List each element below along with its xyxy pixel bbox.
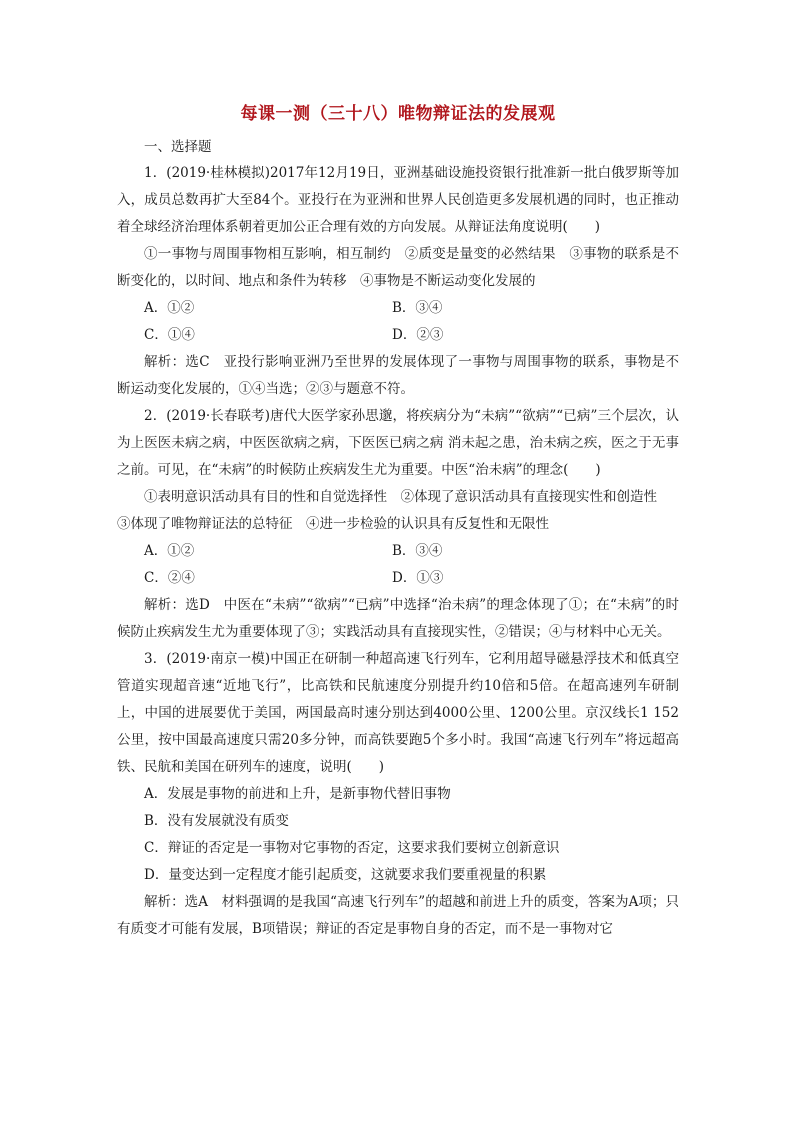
q2-stem: 2．(2019·长春联考)唐代大医学家孙思邈，将疾病分为“未病”“欲病”“已病”三个层次，认为上医医未病之病，中医医欲病之病，下医医已病之病 消未起之患，治未病之疾，医之于无事之前。可见，在“未病”的时候防止疾病发生尤为重要。中医“治未病”的理念( ) bbox=[117, 408, 679, 478]
q1-stem: 1．(2019·桂林模拟)2017年12月19日，亚洲基础设施投资银行批准新一批白俄罗斯等加入，成员总数再扩大至84个。亚投行在为亚洲和世界人民创造更多发展机遇的同时，也正推动着全球经济治理体系朝着更加公正合理有效的方向发展。从辩证法角度说明( ) bbox=[117, 165, 679, 235]
q1-option-c: C．①④ bbox=[144, 327, 195, 343]
q2-option-b: B．③④ bbox=[392, 543, 443, 559]
q2-options-row1 bbox=[117, 538, 679, 565]
q2-option-a: A．①② bbox=[144, 543, 195, 559]
q1-options-row1 bbox=[117, 295, 679, 322]
q3-option-c: C．辩证的否定是一事物对它事物的否定，这要求我们要树立创新意识 bbox=[144, 840, 560, 856]
q2-analysis: 解析：选D 中医在“未病”“欲病”“已病”中选择“治未病”的理念体现了①；在“未病”的时候防止疾病发生尤为重要体现了③；实践活动具有直接现实性，②错误；④与材料中心无关。 bbox=[117, 597, 679, 640]
q3-option-d: D．量变达到一定程度才能引起质变，这就要求我们要重视量的积累 bbox=[144, 867, 547, 883]
q1-items: ①一事物与周围事物相互影响，相互制约 ②质变是量变的必然结果 ③事物的联系是不断变化的，以时间、地点和条件为转移 ④事物是不断运动变化发展的 bbox=[117, 246, 679, 289]
q3-option-b: B．没有发展就没有质变 bbox=[144, 813, 289, 829]
q2-option-d: D．①③ bbox=[392, 570, 444, 586]
q3-analysis: 解析：选A 材料强调的是我国“高速飞行列车”的超越和前进上升的质变，答案为A项；只有质变才可能有发展，B项错误；辩证的否定是事物自身的否定，而不是一事物对它 bbox=[117, 894, 679, 937]
q2-option-c: C．②④ bbox=[144, 570, 195, 586]
q1-option-d: D．②③ bbox=[392, 327, 444, 343]
q3-option-a: A．发展是事物的前进和上升，是新事物代替旧事物 bbox=[144, 786, 451, 802]
q2-item-line2: ③体现了唯物辩证法的总特征 ④进一步检验的认识具有反复性和无限性 bbox=[117, 516, 549, 532]
q2-options-row2 bbox=[117, 565, 679, 592]
section-heading: 一、选择题 bbox=[144, 139, 212, 155]
q1-options-row2 bbox=[117, 322, 679, 349]
q1-option-b: B．③④ bbox=[392, 300, 443, 316]
q1-option-a: A．①② bbox=[144, 300, 195, 316]
page-title: 每课一测（三十八）唯物辩证法的发展观 bbox=[240, 104, 556, 124]
q3-stem: 3．(2019·南京一模)中国正在研制一种超高速飞行列车，它利用超导磁悬浮技术和低真空管道实现超音速“近地飞行”，比高铁和民航速度分别提升约10倍和5倍。在超高速列车研制上，中国的进展要优于美国，两国最高时速分别达到4000公里、1200公里。京汉线长1 152公里，按中国最高速度只需20多分钟，而高铁要跑5个多小时。我国“高速飞行列车”将远超高铁、民航和美国在研列车的速度，说明( ) bbox=[117, 651, 679, 775]
q2-item-line1: ①表明意识活动具有目的性和自觉选择性 ②体现了意识活动具有直接现实性和创造性 bbox=[144, 489, 657, 505]
document-content bbox=[117, 100, 679, 943]
q1-analysis: 解析：选C 亚投行影响亚洲乃至世界的发展体现了一事物与周围事物的联系，事物是不断运动变化发展的，①④当选；②③与题意不符。 bbox=[117, 354, 679, 397]
